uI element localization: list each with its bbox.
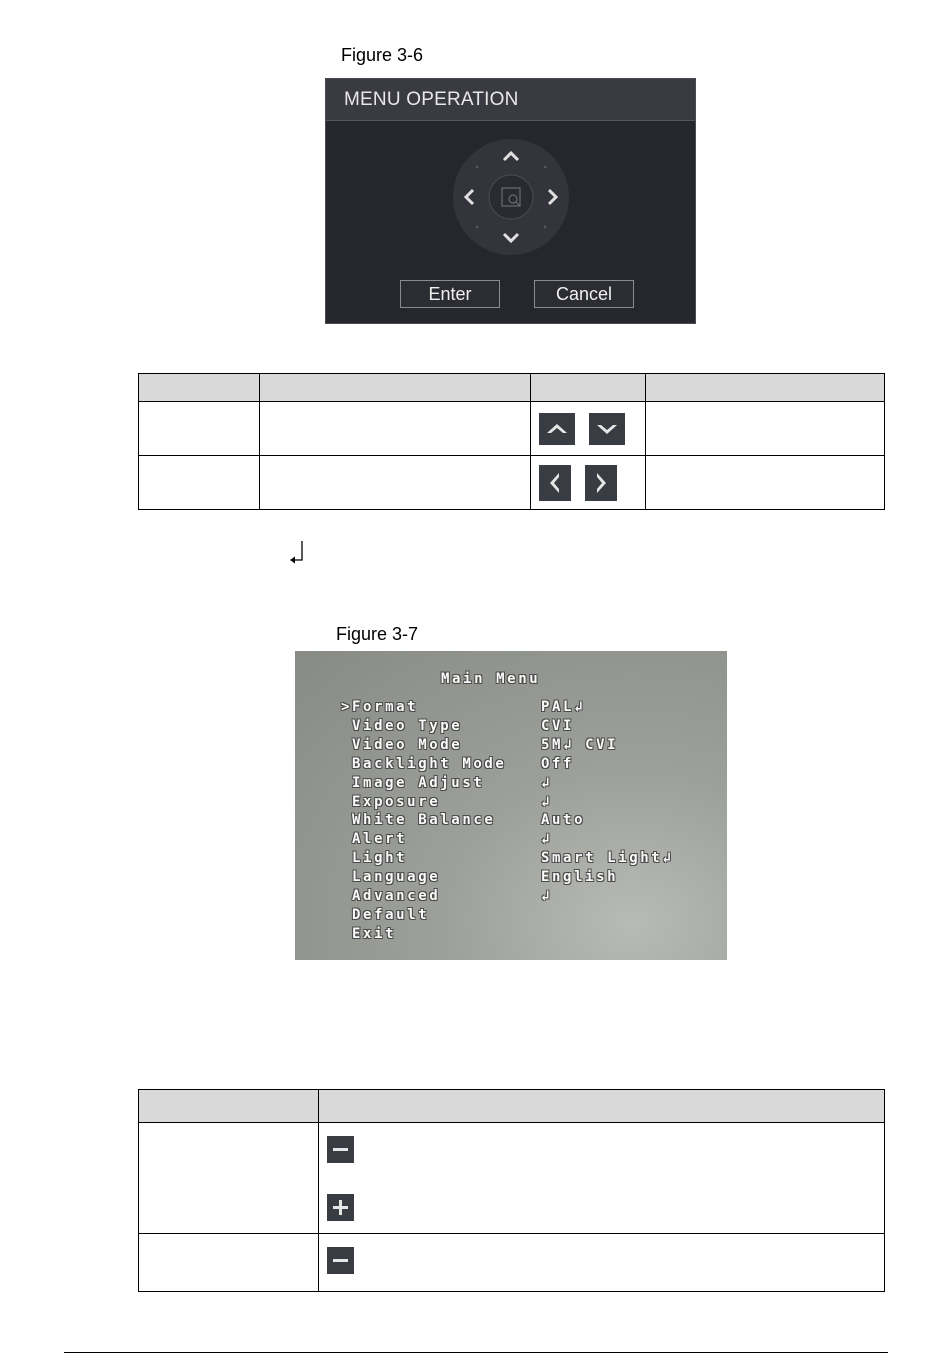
minus-button[interactable] [327, 1247, 354, 1274]
osd-menu-item-value: ↲ [541, 774, 553, 791]
osd-menu-item-value: ↲ [541, 831, 553, 848]
enter-button[interactable]: Enter [400, 280, 500, 308]
table-cell [139, 456, 260, 510]
table-cell [319, 1123, 885, 1234]
plus-button[interactable] [327, 1194, 354, 1221]
panel-title: MENU OPERATION [344, 89, 519, 110]
osd-menu-item-label[interactable]: Language [341, 869, 441, 886]
buttons-table [138, 1089, 885, 1292]
osd-menu-item-value: PAL↲ [541, 699, 586, 715]
table-cell [260, 402, 531, 456]
left-arrow-icon [539, 465, 571, 501]
osd-menu-item-label[interactable]: Exit [341, 925, 397, 942]
osd-menu-item-label[interactable]: >Format [341, 699, 419, 715]
table-cell [139, 1234, 319, 1292]
osd-menu-item-value: Auto [541, 812, 586, 829]
osd-menu-item-value: ↲ [541, 793, 553, 810]
osd-menu-title: Main Menu [441, 671, 541, 687]
left-arrow-button[interactable] [539, 465, 571, 501]
footer-divider [64, 1352, 888, 1353]
table-header-cell [319, 1090, 885, 1123]
table-header-cell [260, 374, 531, 402]
down-arrow-icon [589, 413, 625, 445]
table-cell [646, 402, 885, 456]
menu-operation-panel [325, 78, 696, 324]
osd-menu-item-label[interactable]: Backlight Mode [341, 755, 507, 772]
osd-menu-item-value: CVI [541, 717, 575, 734]
up-arrow-button[interactable] [539, 413, 575, 445]
minus-icon [327, 1136, 354, 1163]
table-cell [531, 456, 646, 510]
up-arrow-icon [539, 413, 575, 445]
table-header-cell [139, 1090, 319, 1123]
right-arrow-button[interactable] [585, 465, 617, 501]
table-cell [260, 456, 531, 510]
table-cell [139, 402, 260, 456]
cancel-button[interactable]: Cancel [534, 280, 634, 308]
osd-menu-item-label[interactable]: Exposure [341, 793, 441, 810]
minus-icon [327, 1247, 354, 1274]
osd-menu-item-label[interactable]: Advanced [341, 888, 441, 904]
table-header-cell [531, 374, 646, 402]
down-arrow-button[interactable] [589, 413, 625, 445]
direction-pad[interactable] [451, 137, 571, 257]
table-cell [139, 1123, 319, 1234]
figure-3-6-caption: Figure 3-6 [341, 45, 424, 65]
main-menu-osd [295, 651, 727, 960]
osd-menu-item-label[interactable]: Light [341, 850, 408, 867]
table-row [139, 1234, 885, 1292]
keys-table [138, 373, 885, 510]
osd-menu-item-label[interactable]: Video Type [341, 717, 463, 734]
osd-menu-item-label[interactable]: Default [341, 906, 430, 923]
osd-menu-item-value: Smart Light↲ [541, 850, 674, 867]
enter-symbol-icon [288, 540, 306, 564]
osd-menu-item-value: English [541, 869, 619, 886]
table-row [139, 456, 885, 510]
osd-menu-item-value: ↲ [541, 888, 553, 904]
osd-menu-item-label[interactable]: Video Mode [341, 736, 463, 753]
table-cell [319, 1234, 885, 1292]
osd-menu-item-label[interactable]: Alert [341, 831, 408, 848]
right-arrow-icon [585, 465, 617, 501]
table-row [139, 402, 885, 456]
figure-3-7-caption: Figure 3-7 [336, 624, 419, 644]
panel-header [326, 79, 695, 121]
osd-menu-item-label[interactable]: Image Adjust [341, 774, 485, 791]
table-cell [646, 456, 885, 510]
osd-menu-item-value: 5M↲ CVI [541, 736, 619, 753]
minus-button[interactable] [327, 1136, 354, 1163]
plus-icon [327, 1194, 354, 1221]
osd-menu-item-value: Off [541, 755, 575, 772]
table-header-cell [646, 374, 885, 402]
osd-menu-item-label[interactable]: White Balance [341, 812, 496, 829]
table-header-cell [139, 374, 260, 402]
table-row [139, 1123, 885, 1234]
table-cell [531, 402, 646, 456]
